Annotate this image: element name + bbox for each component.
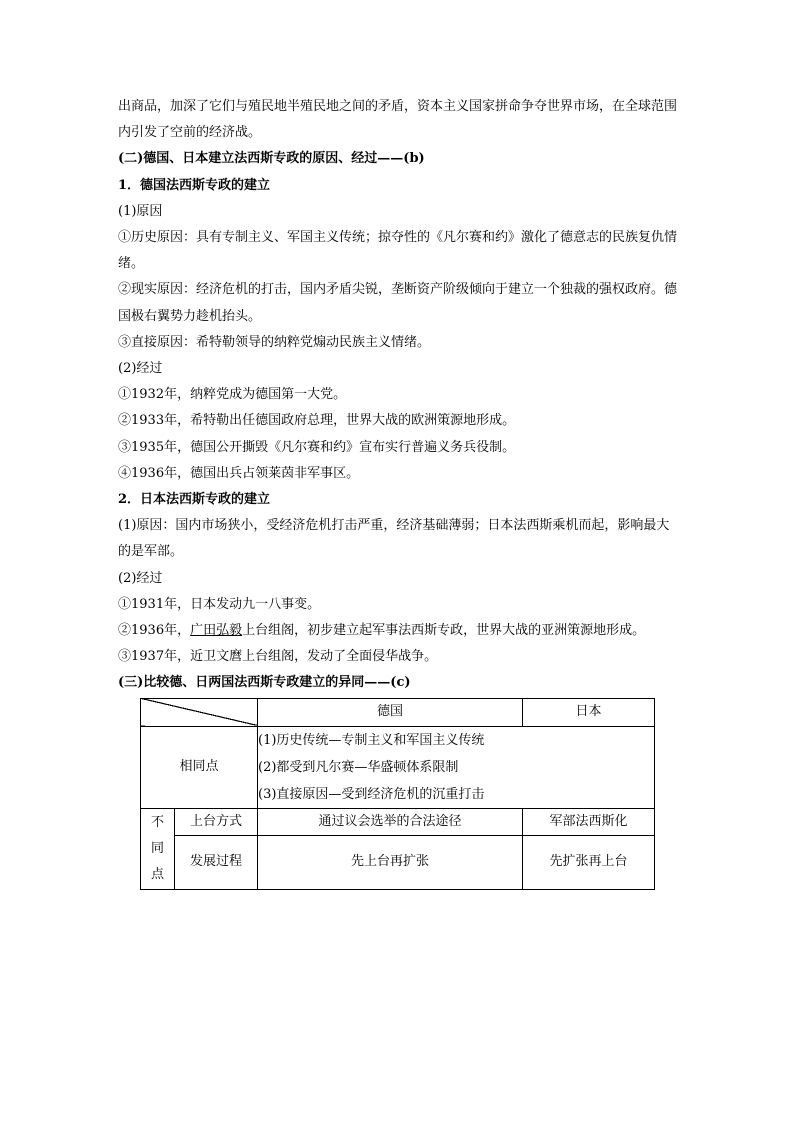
diff-label-char: 点 (150, 866, 164, 882)
same-items (258, 726, 655, 808)
paragraph: (1)原因 (118, 203, 163, 219)
same-item: (1)历史传统—专制主义和军国主义传统 (258, 732, 485, 748)
header-japan: 日本 (523, 698, 655, 726)
section-heading: (三)比较德、日两国法西斯专政建立的异同——(c) (118, 675, 411, 691)
same-item: (3)直接原因—受到经济危机的沉重打击 (258, 786, 485, 802)
paragraph: ②现实原因：经济危机的打击，国内矛盾尖锐，垄断资产阶级倾向于建立一个独裁的强权政府。德国极右翼势力趁机抬头。 (118, 282, 678, 324)
paragraph: (2)经过 (118, 570, 163, 586)
diff-label (141, 808, 175, 889)
comparison-table (140, 698, 655, 890)
germany-cell: 先上台再扩张 (258, 835, 523, 889)
paragraph: ③1937年，近卫文麿上台组阁，发动了全面侵华战争。 (118, 649, 438, 665)
paragraph: 出商品，加深了它们与殖民地半殖民地之间的矛盾，资本主义国家拼命争夺世界市场，在全球范围内引发了空前的经济战。 (118, 99, 678, 141)
diagonal-corner-cell (141, 698, 258, 726)
underlined-name: 广田弘毅 (190, 623, 243, 639)
paragraph: ①历史原因：具有专制主义、军国主义传统；掠夺性的《凡尔赛和约》激化了德意志的民族复仇情绪。 (118, 230, 678, 272)
japan-cell: 军部法西斯化 (523, 808, 655, 835)
same-label: 相同点 (141, 726, 258, 808)
header-germany: 德国 (258, 698, 523, 726)
table-header-row (141, 698, 655, 726)
japan-cell: 先扩张再上台 (523, 835, 655, 889)
section-heading: (二)德国、日本建立法西斯专政的原因、经过——(b) (118, 151, 425, 167)
document-page (118, 94, 678, 890)
paragraph: ①1932年，纳粹党成为德国第一大党。 (118, 387, 347, 403)
diff-label-char: 不 (150, 814, 164, 830)
paragraph: ④1936年，德国出兵占领莱茵非军事区。 (118, 465, 360, 481)
row-label: 发展过程 (175, 835, 258, 889)
paragraph: (2)经过 (118, 361, 163, 377)
paragraph (118, 618, 678, 644)
paragraph: ③1935年，德国公开撕毁《凡尔赛和约》宣布实行普遍义务兵役制。 (118, 439, 516, 455)
row-label: 上台方式 (175, 808, 258, 835)
subsection-heading: 2．日本法西斯专政的建立 (118, 492, 271, 508)
diff-label-char: 同 (150, 840, 164, 856)
text-span: ②1936年， (118, 623, 191, 639)
subsection-heading: 1．德国法西斯专政的建立 (118, 177, 271, 193)
text-span: 上台组阁，初步建立起军事法西斯专政，世界大战的亚洲策源地形成。 (242, 623, 646, 639)
table-row (141, 835, 655, 889)
table-row-same (141, 726, 655, 808)
paragraph: ①1931年，日本发动九一八事变。 (118, 596, 321, 612)
table-row (141, 808, 655, 835)
paragraph: ③直接原因：希特勒领导的纳粹党煽动民族主义情绪。 (118, 334, 431, 350)
paragraph: (1)原因：国内市场狭小，受经济危机打击严重，经济基础薄弱；日本法西斯乘机而起，影响最大的是军部。 (118, 518, 670, 560)
same-item: (2)都受到凡尔赛—华盛顿体系限制 (258, 759, 459, 775)
germany-cell: 通过议会选举的合法途径 (258, 808, 523, 835)
paragraph: ②1933年，希特勒出任德国政府总理，世界大战的欧洲策源地形成。 (118, 413, 516, 429)
